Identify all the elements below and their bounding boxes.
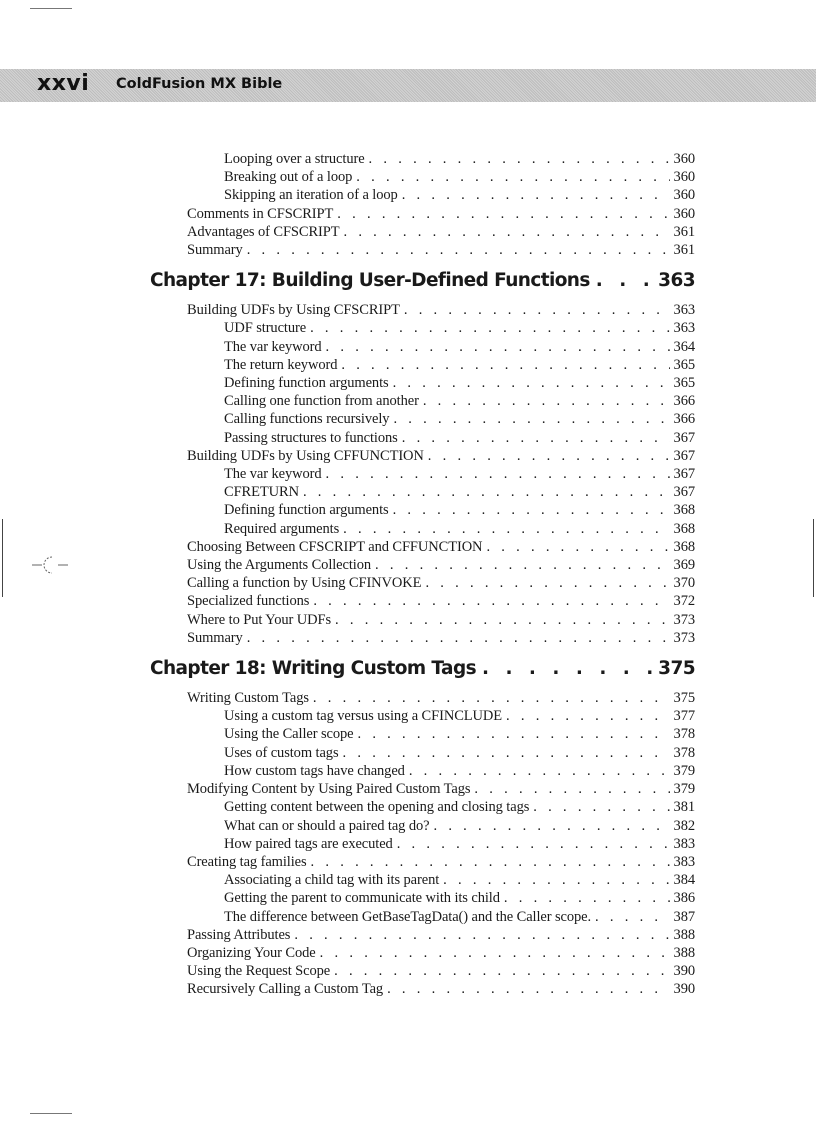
leader-dots xyxy=(397,835,670,853)
toc-entry-page: 366 xyxy=(673,393,695,410)
leader-dots xyxy=(425,574,669,592)
toc-entry[interactable] xyxy=(150,962,695,980)
toc-entry[interactable] xyxy=(150,501,695,519)
toc-entry-title: How custom tags have changed xyxy=(224,762,405,779)
table-of-contents xyxy=(150,150,695,999)
toc-entry-title: Modifying Content by Using Paired Custom Tags xyxy=(187,781,471,798)
leader-dots xyxy=(343,520,669,538)
leader-dots xyxy=(595,908,670,926)
toc-entry-title: Calling functions recursively xyxy=(224,411,390,428)
toc-entry-title: Skipping an iteration of a loop xyxy=(224,187,398,204)
toc-entry-page: 382 xyxy=(673,817,695,834)
leader-dots xyxy=(313,592,669,610)
toc-entry[interactable] xyxy=(150,410,695,428)
toc-entry-title: Passing Attributes xyxy=(187,926,291,943)
chapter-title: Chapter 17: Building User-Defined Functions xyxy=(150,270,590,292)
toc-entry-page: 368 xyxy=(673,538,695,555)
toc-group xyxy=(150,301,695,647)
chapter-heading[interactable] xyxy=(150,657,695,681)
toc-entry-page: 373 xyxy=(673,611,695,628)
toc-entry-page: 367 xyxy=(673,466,695,483)
toc-entry-page: 364 xyxy=(673,338,695,355)
registration-mark-icon xyxy=(30,551,70,579)
toc-entry-title: Building UDFs by Using CFSCRIPT xyxy=(187,302,400,319)
toc-entry[interactable] xyxy=(150,798,695,816)
toc-entry-page: 373 xyxy=(673,629,695,646)
leader-dots xyxy=(506,707,670,725)
book-title: ColdFusion MX Bible xyxy=(116,76,283,92)
toc-entry-title: Writing Custom Tags xyxy=(187,690,309,707)
toc-entry[interactable] xyxy=(150,762,695,780)
toc-entry-page: 381 xyxy=(673,799,695,816)
toc-entry[interactable] xyxy=(150,374,695,392)
toc-entry-title: UDF structure xyxy=(224,320,307,337)
toc-entry-title: Organizing Your Code xyxy=(187,944,316,961)
leader-dots xyxy=(428,447,670,465)
toc-entry[interactable] xyxy=(150,780,695,798)
leader-dots xyxy=(369,150,670,168)
toc-entry-page: 365 xyxy=(673,375,695,392)
toc-entry[interactable] xyxy=(150,150,695,168)
toc-entry[interactable] xyxy=(150,223,695,241)
toc-entry-page: 369 xyxy=(673,557,695,574)
leader-dots xyxy=(313,689,670,707)
toc-entry-title: Choosing Between CFSCRIPT and CFFUNCTION xyxy=(187,538,483,555)
leader-dots xyxy=(247,241,670,259)
toc-entry-page: 372 xyxy=(673,593,695,610)
toc-entry[interactable] xyxy=(150,817,695,835)
toc-entry-title: Defining function arguments xyxy=(224,375,389,392)
toc-entry[interactable] xyxy=(150,744,695,762)
top-crop-rule xyxy=(30,8,72,9)
toc-entry-page: 378 xyxy=(673,726,695,743)
toc-entry-title: Summary xyxy=(187,242,243,259)
toc-entry[interactable] xyxy=(150,241,695,259)
toc-entry-page: 390 xyxy=(673,963,695,980)
toc-entry-title: How paired tags are executed xyxy=(224,835,393,852)
leader-dots xyxy=(433,817,669,835)
leader-dots xyxy=(375,556,670,574)
chapter-page: 375 xyxy=(658,658,695,680)
toc-entry-title: Calling one function from another xyxy=(224,393,419,410)
toc-entry-title: Comments in CFSCRIPT xyxy=(187,205,334,222)
toc-entry-title: Required arguments xyxy=(224,520,340,537)
toc-entry[interactable] xyxy=(150,538,695,556)
toc-entry-page: 367 xyxy=(673,484,695,501)
toc-entry[interactable] xyxy=(150,429,695,447)
toc-entry-title: Using the Request Scope xyxy=(187,963,331,980)
leader-dots xyxy=(357,725,669,743)
leader-dots xyxy=(326,338,670,356)
leader-dots xyxy=(393,410,669,428)
toc-group xyxy=(150,689,695,998)
toc-entry[interactable] xyxy=(150,871,695,889)
leader-dots xyxy=(356,168,669,186)
toc-entry-title: Creating tag families xyxy=(187,853,307,870)
toc-entry-title: Breaking out of a loop xyxy=(224,169,353,186)
toc-entry-page: 379 xyxy=(673,781,695,798)
toc-entry-page: 365 xyxy=(673,356,695,373)
toc-entry[interactable] xyxy=(150,356,695,374)
toc-entry-page: 360 xyxy=(673,169,695,186)
toc-entry-title: Using the Arguments Collection xyxy=(187,557,372,574)
leader-dots xyxy=(409,762,670,780)
leader-dots xyxy=(337,205,669,223)
leader-dots xyxy=(404,301,670,319)
bottom-crop-rule xyxy=(30,1113,72,1114)
toc-entry[interactable] xyxy=(150,611,695,629)
toc-entry-page: 368 xyxy=(673,502,695,519)
toc-entry[interactable] xyxy=(150,205,695,223)
leader-dots xyxy=(443,871,669,889)
toc-entry-page: 375 xyxy=(673,690,695,707)
toc-entry-page: 383 xyxy=(673,835,695,852)
toc-entry[interactable] xyxy=(150,853,695,871)
toc-entry-title: Using the Caller scope xyxy=(224,726,354,743)
toc-entry-title: Getting content between the opening and closing tags xyxy=(224,799,530,816)
toc-entry-title: Looping over a structure xyxy=(224,151,365,167)
toc-entry-title: Where to Put Your UDFs xyxy=(187,611,332,628)
leader-dots xyxy=(393,374,670,392)
leader-dots xyxy=(334,962,669,980)
leader-dots xyxy=(343,744,670,762)
toc-entry-page: 361 xyxy=(673,223,695,240)
toc-entry[interactable] xyxy=(150,707,695,725)
toc-entry[interactable] xyxy=(150,689,695,707)
toc-entry-title: Advantages of CFSCRIPT xyxy=(187,223,340,240)
toc-entry[interactable] xyxy=(150,186,695,204)
toc-entry[interactable] xyxy=(150,338,695,356)
toc-entry[interactable] xyxy=(150,889,695,907)
toc-entry-page: 388 xyxy=(673,944,695,961)
toc-entry[interactable] xyxy=(150,301,695,319)
toc-entry[interactable] xyxy=(150,592,695,610)
toc-entry-page: 390 xyxy=(673,981,695,998)
toc-entry[interactable] xyxy=(150,980,695,998)
right-margin-mark xyxy=(813,519,814,597)
leader-dots xyxy=(310,319,669,337)
leader-dots xyxy=(335,611,670,629)
toc-entry[interactable] xyxy=(150,447,695,465)
leader-dots xyxy=(326,465,670,483)
toc-entry-title: The var keyword xyxy=(224,338,322,355)
toc-entry-title: The var keyword xyxy=(224,466,322,483)
toc-entry-page: 361 xyxy=(673,242,695,259)
toc-entry-title: Getting the parent to communicate with its child xyxy=(224,890,500,907)
leader-dots xyxy=(247,629,670,647)
toc-entry[interactable] xyxy=(150,574,695,592)
toc-entry-page: 377 xyxy=(673,708,695,725)
chapter-title: Chapter 18: Writing Custom Tags xyxy=(150,658,476,680)
toc-entry-page: 366 xyxy=(673,411,695,428)
toc-entry[interactable] xyxy=(150,944,695,962)
toc-entry-page: 363 xyxy=(673,320,695,337)
toc-entry-title: Defining function arguments xyxy=(224,502,389,519)
toc-entry-title: Recursively Calling a Custom Tag xyxy=(187,981,384,998)
toc-entry-title: Specialized functions xyxy=(187,593,310,610)
toc-entry-page: 384 xyxy=(673,872,695,889)
toc-entry[interactable] xyxy=(150,926,695,944)
leader-dots xyxy=(402,186,670,204)
leader-dots xyxy=(294,926,669,944)
leader-dots xyxy=(533,798,669,816)
page-number: xxvi xyxy=(37,71,90,96)
leader-dots xyxy=(387,980,669,998)
toc-entry-title: Using a custom tag versus using a CFINCLUDE xyxy=(224,708,503,725)
toc-entry-page: 363 xyxy=(673,302,695,319)
toc-entry-title: Passing structures to functions xyxy=(224,429,398,446)
toc-entry-title: Uses of custom tags xyxy=(224,744,339,761)
leader-dots xyxy=(341,356,669,374)
toc-entry[interactable] xyxy=(150,556,695,574)
toc-entry[interactable] xyxy=(150,908,695,926)
toc-entry-title: Summary xyxy=(187,629,243,646)
toc-entry-page: 368 xyxy=(673,520,695,537)
toc-entry[interactable] xyxy=(150,520,695,538)
toc-entry-page: 367 xyxy=(673,429,695,446)
leader-dots xyxy=(486,538,669,556)
chapter-page: 363 xyxy=(658,270,695,292)
leader-dots xyxy=(402,429,670,447)
leader-dots xyxy=(303,483,670,501)
leader-dots xyxy=(474,780,669,798)
toc-entry-page: 360 xyxy=(673,151,695,167)
toc-entry-page: 386 xyxy=(673,890,695,907)
leader-dots xyxy=(423,392,670,410)
toc-entry-title: Associating a child tag with its parent xyxy=(224,872,440,889)
left-margin-mark xyxy=(2,519,3,597)
toc-entry-page: 379 xyxy=(673,762,695,779)
toc-entry-title: The difference between GetBaseTagData() and the Caller scope. xyxy=(224,908,592,925)
toc-entry-title: The return keyword xyxy=(224,356,338,373)
toc-entry-title: Building UDFs by Using CFFUNCTION xyxy=(187,447,424,464)
toc-entry-title: What can or should a paired tag do? xyxy=(224,817,430,834)
toc-entry[interactable] xyxy=(150,392,695,410)
leader-dots xyxy=(596,269,652,293)
toc-entry-title: CFRETURN xyxy=(224,484,299,501)
toc-entry-page: 387 xyxy=(673,908,695,925)
toc-entry-page: 383 xyxy=(673,853,695,870)
toc-entry-page: 360 xyxy=(673,187,695,204)
toc-entry[interactable] xyxy=(150,465,695,483)
leader-dots xyxy=(393,501,670,519)
toc-entry[interactable] xyxy=(150,629,695,647)
toc-entry-title: Calling a function by Using CFINVOKE xyxy=(187,575,422,592)
toc-entry-page: 378 xyxy=(673,744,695,761)
leader-dots xyxy=(343,223,669,241)
leader-dots xyxy=(504,889,670,907)
toc-entry[interactable] xyxy=(150,319,695,337)
toc-entry[interactable] xyxy=(150,835,695,853)
toc-entry[interactable] xyxy=(150,483,695,501)
leader-dots xyxy=(320,944,670,962)
toc-entry[interactable] xyxy=(150,725,695,743)
toc-entry[interactable] xyxy=(150,168,695,186)
toc-entry-page: 360 xyxy=(673,205,695,222)
toc-entry-page: 367 xyxy=(673,447,695,464)
toc-entry-page: 388 xyxy=(673,926,695,943)
leader-dots xyxy=(482,657,652,681)
toc-entry-page: 370 xyxy=(673,575,695,592)
chapter-heading[interactable] xyxy=(150,269,695,293)
leader-dots xyxy=(311,853,670,871)
toc-group xyxy=(150,150,695,259)
